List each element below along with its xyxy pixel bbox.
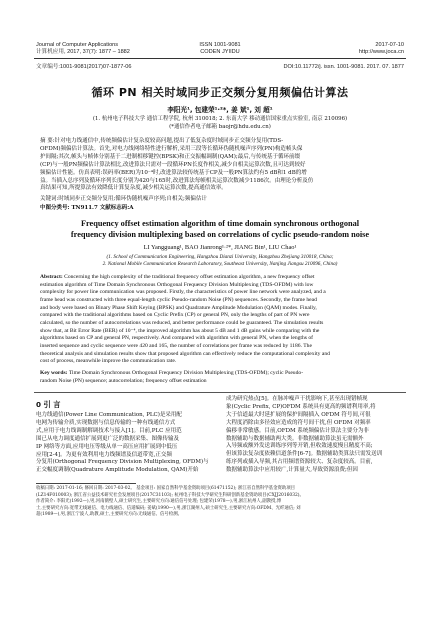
body-line: 大于信道最大时延扩展的保护间隔插入 OFDM 符号间,可很 [226, 411, 371, 418]
title-cn: 循环 PN 相关时域同步正交频分复用频偏估计算法 [91, 86, 349, 99]
footnote-line: 收稿日期: 2017-01-16; 修回日期: 2017-03-02。 基金项目: 国家自然科学基金资助项目(61471152); 浙江省自然科学基金资助项目 [36, 486, 296, 491]
right-column [226, 396, 406, 475]
body-line: 数据辅助与数据辅助两大类。非数据辅助算法虽无需额外 [226, 435, 364, 442]
keywords-en-line: Time Domain Synchronous Orthogonal Frequency Division Multiplexing (TDS-OFDM); cyclic Pseudo- [68, 370, 304, 376]
keywords-en-line: random Noise (PN) sequence; autocorrelation; frequency offset estimation [40, 377, 207, 384]
abstract-en-line: show that, at Bit Error Rate (BER) of 10⁻⁴, the improved algorithm has about 5 dB and 1 dB gains while comparing with the [40, 327, 320, 334]
abstract-cn-line: 真结果可知,所提算法有效降低计算复杂度,减少相关运算次数,提高通信效率。 [40, 185, 227, 192]
abstract-en [40, 274, 402, 366]
authors-cn: 李阳光¹, 包建荣¹·²*, 姜 斌¹, 刘 超¹ [167, 106, 273, 114]
body-line: 应用[2-4]。为更有效利用电力线频谱及信道带宽,正交频 [36, 451, 172, 458]
body-line: 成为研究热点[5]。在脉冲噪声干扰影响下,甚至出现错帧现 [226, 396, 368, 402]
abstract-en-line: theoretical analysis and simulation results show that proposed algorithm can effectively reduce the computational complexity and [40, 350, 330, 357]
body-line: 式,应用于电力线调制解调技术与接入[1]。目前,PLC 应用范 [36, 427, 182, 434]
body-line: 偏移非常敏感。目前,OFDM 系统频偏估计算法主要分为非 [226, 427, 369, 434]
footnotes [36, 486, 408, 519]
abstract-en-line: algorithms based on CP and general PN, respectively. And compared with algorithm with general PN, when the lengths of [40, 335, 313, 342]
abstract-en-line: frame head was constructed with three equal-length cyclic Pseudo-random Noise (PN) sequences. Secondly, the frame head [40, 296, 317, 303]
affiliation-en-2: 2. National Mobile Communication Research Laboratory, Southeast University, Nanjing Jiangsu 210096, China) [102, 261, 338, 267]
journal-issue: 计算机应用, 2017, 37(7): 1877 – 1882 [36, 49, 130, 55]
authors-en: LI Yangguang¹, BAO Jianrong¹·²*, JIANG Bin¹, LIU Chao¹ [143, 244, 297, 251]
abstract-rule [34, 392, 406, 393]
abstract-en-line: inserted sequence and cyclic sequence were 420 and 165, the number of correlations per frame was reduced by 1186. The [40, 342, 312, 349]
footnote-line: 超(1989—),男,浙江宁波人,助教,硕士,主要研究方向:无线通信、信号检测。 [36, 512, 182, 518]
journal-url[interactable]: http://www.joca.cn [358, 49, 404, 55]
abstract-cn-line: 护间隔;其次,帧头与帧体分别基于二进制相移键控(BPSK)和正交振幅调制(QAM);最后,与传统基于循环前缀 [40, 153, 301, 160]
issn: ISSN 1001-9081 [199, 42, 241, 48]
body-line: 分复用(Orthogonal Frequency Division Multiplexing, OFDM)与 [36, 459, 209, 466]
abstract-en-line: cost of process, meanwhile improve the communication rate. [40, 358, 177, 365]
abstract-cn-line: 摘 要:针对电力线通信中,传统频偏估计复杂度较高问题,提出了低复杂度时域同步正交频分复用(TDS- [40, 138, 284, 144]
keywords-en-label: Key words: [40, 370, 68, 376]
classification-cn: 中图分类号: TN911.7 文献标志码:A [40, 205, 134, 211]
keywords-cn: 关键词:时域同步正交频分复用;循环伪随机噪声序列;自相关;频偏估计 [40, 196, 207, 202]
publish-date: 2017-07-10 [375, 42, 404, 48]
abstract-en-line: complexity for power line communication was proposed. Firstly, the characteristics of power line network were analyzed, and a [40, 289, 326, 296]
body-line: 入导频或额外发送训练序列等开销,但收敛速度慢且精度不高; [226, 443, 373, 450]
journal-name-en: Journal of Computer Applications [36, 42, 119, 48]
abstract-cn-line: (CP)与一般PN频偏估计算法相比,改进算法只需对一段循环PN长度作相关,减少自相关运算次数,且可达到较好 [40, 161, 306, 168]
affiliation-cn-2: (*通信作者电子邮箱 baojr@hdu.edu.cn) [169, 124, 271, 130]
body-line: 但该算法复杂度依赖信道条件[6-7]。数据辅助类算法只需发送训 [226, 451, 383, 458]
body-line: 象(Cyclic Prefix, CP)OFDM 系统具有更高的频谱利用率,将 [226, 403, 376, 410]
body-line: 围已从电力调度通信扩展到更广泛的数据采集、图像传输及 [36, 435, 180, 442]
body-line: 电力线通信(Power Line Communication, PLC)是采用配 [36, 412, 182, 418]
doi[interactable]: DOI:10.11772/j. issn. 1001-9081. 2017. 07. 1877 [283, 64, 404, 70]
abstract-en-label: Abstract: [40, 274, 63, 280]
body-line: 数据辅助算法中应用较广,计算量大,导致资源浪费;但因 [226, 467, 358, 474]
left-column [36, 412, 216, 475]
abstract-cn-line: OFDM)频偏估计算法。首先,对电力线网络特性进行解析,采用三段等长循环伪随机噪声序列(PN)构造帧头保 [40, 145, 303, 152]
abstract-cn-line: 益。当插入总序列及循环序列长度分别为420与165时,改进算法每帧相关运算次数减少1186次。由理论分析及仿 [40, 177, 314, 184]
section-0-title: 0 引 言 [36, 400, 61, 409]
abstract-cn [40, 138, 400, 193]
abstract-cn-line: 频偏估计性能。仿真表明:误码率(BER)为10⁻⁴时,改进算法较传统基于CP及一般PN算法约有5 dB和1 dB的增 [40, 169, 307, 176]
footnote-line: (LZ14F010003); 浙江省公益技术研究社会发展项目(2017C31103); 杭州电子科技大学研究生科研创新基金资助项目(CXJJ2016032)。 [36, 492, 304, 498]
abstract-en-line: calculated, so the number of autocorrelations was reduced, and better performance could be guaranteed. The simulation results [40, 319, 324, 326]
footnote-line: 士,主要研究方向:宽带无线通信、电力线通信、信道编码; 姜斌(1990—),男,浙江湖州人,硕士研究生,主要研究方向:OFDM、光纤通信; 刘 [36, 505, 301, 511]
article-number: 文章编号:1001-9081(2017)07-1877-06 [36, 64, 132, 70]
header-rule [34, 58, 406, 59]
affiliation-en-1: (1. School of Communication Engineering, Hangzhou Dianzi University, Hangzhou Zhejiang 310018, China; [106, 254, 334, 260]
body-line: 练序列或插入导频,其占用频谱资源较大、复杂度较高。目前, [226, 459, 373, 466]
title-en-line-1: Frequency offset estimation algorithm of time domain synchronous orthogonal [80, 219, 360, 228]
abstract-en-line: compared with the traditional algorithms based on Cyclic Prefix (CP) or general PN, only the lengths of part of PN were [40, 312, 310, 319]
coden: CODEN JYIIDU [200, 49, 240, 55]
body-line: 正交幅度调制(Quadrature Amplitude Modulation, QAM)开始 [36, 467, 199, 474]
footnote-rule [36, 483, 136, 484]
affiliation-cn-1: (1. 杭州电子科技大学 通信工程学院, 杭州 310018; 2. 东南大学 移动通信国家重点实验室, 南京 210096) [92, 116, 348, 122]
body-line: IP 网络等方面,应用电压等级从单一高压应用扩展到中低压 [36, 443, 178, 450]
abstract-en-line: estimation algorithm of Time Domain Synchronous Orthogonal Frequency Division Multiplexing (TDS-OFDM) with low [40, 281, 314, 288]
abstract-en-line: and body were based on Binary Phase Shift Keying (BPSK) and Quadrature Amplitude Modulation (QAM) modes. Finally, [40, 304, 317, 311]
title-en-line-2: frequency division multiplexing based on correlations of cyclic pseudo-random noise [70, 230, 370, 239]
footnote-line: 作者简介: 李阳光(1992—),男,河南鹤壁人,硕士研究生,主要研究方向:通信信号处理; 包建荣(1978—),男,浙江杭州人,副教授,博 [36, 499, 282, 505]
body-line: 电网为传输介质,实现数据与信息传输的一种有线通信方式 [36, 419, 176, 426]
keywords-en [40, 370, 402, 385]
abstract-en-line: Concerning the high complexity of the traditional frequency offset estimation algorithm, a new frequency offset [64, 274, 315, 280]
body-line: 大程度消除由多径效应造成的符号间干扰,但 OFDM 对频率 [226, 419, 371, 426]
